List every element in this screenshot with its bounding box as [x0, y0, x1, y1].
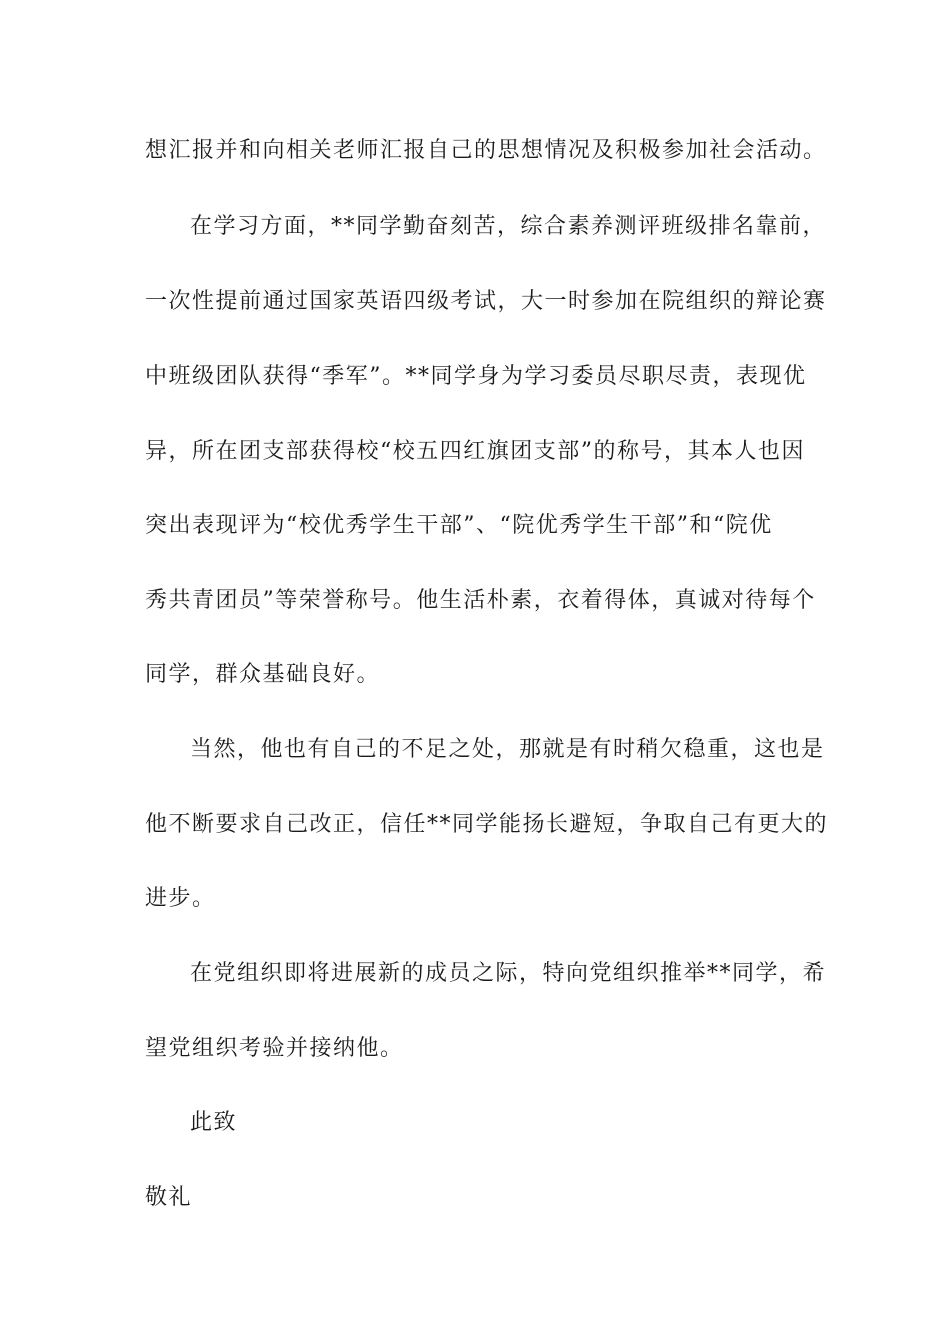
text-line-1: 想汇报并和向相关老师汇报自己的思想情况及积极参加社会活动。 — [145, 138, 827, 163]
text-line-6: 突出表现评为“校优秀学生干部”、“院优秀学生干部”和“院优 — [145, 513, 773, 538]
text-line-9: 当然，他也有自己的不足之处，那就是有时稍欠稳重，这也是 — [190, 737, 825, 762]
text-line-5: 异，所在团支部获得校“校五四红旗团支部”的称号，其本人也因 — [145, 439, 805, 464]
text-line-8: 同学，群众基础良好。 — [145, 662, 381, 687]
text-line-4: 中班级团队获得“季军”。**同学身为学习委员尽职尽责，表现优 — [145, 364, 807, 389]
closing-salutation: 此致 — [190, 1110, 238, 1135]
text-line-3: 一次性提前通过国家英语四级考试，大一时参加在院组织的辩论赛 — [145, 289, 827, 314]
text-line-12: 在党组织即将进展新的成员之际，特向党组织推举**同学，希 — [190, 961, 827, 986]
closing-regards: 敬礼 — [145, 1185, 193, 1210]
text-line-10: 他不断要求自己改正，信任**同学能扬长避短，争取自己有更大的 — [145, 812, 829, 837]
text-line-7: 秀共青团员”等荣誉称号。他生活朴素，衣着得体，真诚对待每个 — [145, 588, 816, 613]
text-line-2: 在学习方面，**同学勤奋刻苦，综合素养测评班级排名靠前， — [190, 214, 827, 239]
text-line-13: 望党组织考验并接纳他。 — [145, 1036, 404, 1061]
text-line-11: 进步。 — [145, 886, 216, 911]
